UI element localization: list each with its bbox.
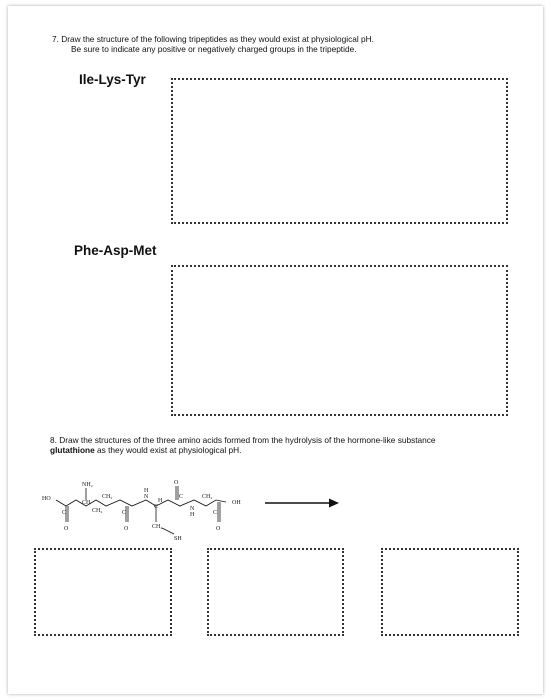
atom-sh: SH <box>174 536 182 542</box>
atom-o3: O <box>174 480 179 486</box>
atom-h2: H <box>158 498 163 504</box>
question-8-line-2 <box>50 445 436 455</box>
atom-nh2: NH₂ <box>82 482 93 488</box>
atom-oh: OH <box>232 500 241 506</box>
atom-c-alpha: C <box>154 504 159 510</box>
atom-ch2-d: CH₂ <box>152 524 163 530</box>
question-7-prompt <box>52 34 374 54</box>
atom-h3: H <box>190 512 195 518</box>
peptide-label-phe-asp-met: Phe-Asp-Met <box>74 243 157 258</box>
glutathione-structure <box>40 478 250 548</box>
atom-h1: H <box>144 488 149 494</box>
atom-o4: O <box>216 526 221 532</box>
answer-box-amino-acid-2[interactable] <box>207 548 344 636</box>
atom-ch: CH <box>82 500 91 506</box>
atom-ho: HO <box>42 496 51 502</box>
atom-o2: O <box>124 526 129 532</box>
glutathione-term: glutathione <box>50 445 95 455</box>
answer-box-phe-asp-met[interactable] <box>171 265 508 416</box>
atom-c1: C <box>62 510 67 516</box>
answer-box-amino-acid-1[interactable] <box>34 548 172 636</box>
question-8-line-2-rest: as they would exist at physiological pH. <box>94 445 242 455</box>
atom-o1: O <box>64 526 69 532</box>
question-8-prompt <box>50 435 436 455</box>
atom-ch2-c: CH₂ <box>202 494 213 500</box>
question-8-line-1: 8. Draw the structures of the three amino acids formed from the hydrolysis of the hormone-like substance <box>50 435 436 445</box>
answer-box-ile-lys-tyr[interactable] <box>171 78 508 224</box>
answer-box-amino-acid-3[interactable] <box>381 548 519 636</box>
atom-n1: N <box>144 494 149 500</box>
atom-n2: N <box>190 506 195 512</box>
peptide-label-ile-lys-tyr: Ile-Lys-Tyr <box>79 72 146 87</box>
atom-c2: C <box>122 510 127 516</box>
question-7-line-1: 7. Draw the structure of the following tripeptides as they would exist at physiological pH. <box>52 34 374 44</box>
atom-ch2-a: CH₂ <box>102 494 113 500</box>
reaction-arrow <box>265 497 340 509</box>
atom-c4: C <box>213 510 218 516</box>
question-7-line-2: Be sure to indicate any positive or negatively charged groups in the tripeptide. <box>71 44 357 54</box>
atom-c3: C <box>179 494 184 500</box>
atom-ch2-b: CH₂ <box>92 508 103 514</box>
